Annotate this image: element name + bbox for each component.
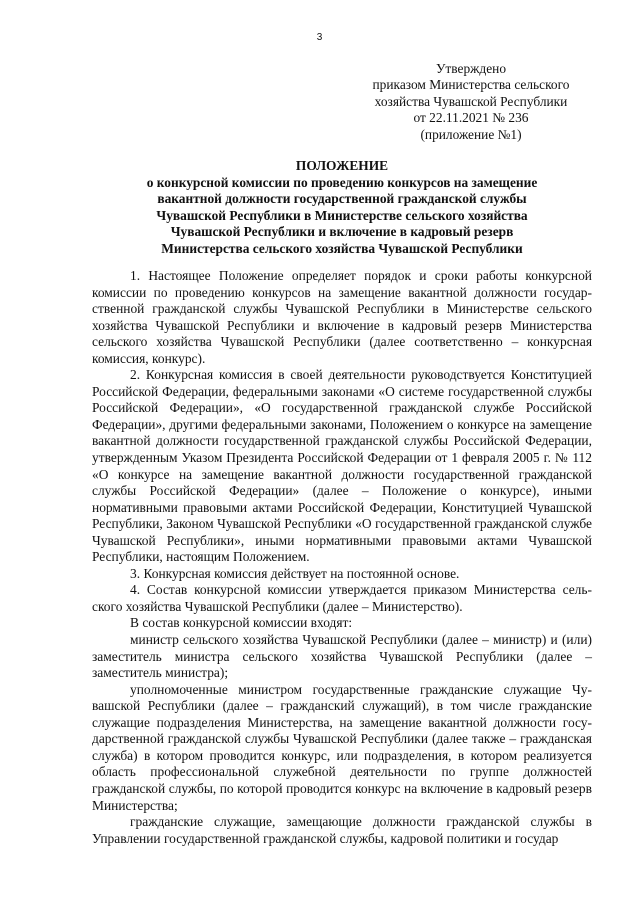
paragraph-3: 3. Конкурсная комиссия действует на постоянной основе. bbox=[130, 565, 460, 581]
paragraph-commission-members-intro: В состав конкурсной комиссии входят: bbox=[130, 615, 353, 631]
paragraph-hr-servants: гражданские служащие, замещающие должности гражданской службы в Управлении государственной гражданской службы, кадровой политики и государ bbox=[92, 814, 592, 846]
document-title bbox=[92, 158, 592, 257]
approval-line: хозяйства Чувашской Республики bbox=[374, 93, 568, 109]
approval-line: приказом Министерства сельского bbox=[372, 77, 570, 93]
approval-line: от 22.11.2021 № 236 bbox=[413, 110, 529, 126]
paragraph-authorized-servants: уполномоченные министром государственные гражданские служащие Чувашской Республики (далее – гражданский служащий), в том числе гражданские служащие подразделения Министерства, на замещение вакантной должности государственной гражданской службы Чувашской Республики (далее также – гражданская служба) в котором проводится конкурс, или подразделения, в котором реализуется область профессиональной служебной деятельности по группе должностей гражданской службы, по которой проводится конкурс на включение в кадровый резерв Министерства; bbox=[92, 681, 592, 813]
paragraph-minister: министр сельского хозяйства Чувашской Республики (далее – министр) и (или) заместитель министра сельского хозяйства Чувашской Республики (далее – заместитель министра); bbox=[92, 632, 592, 681]
approval-line: Утверждено bbox=[435, 61, 507, 76]
title-subtitle-line: о конкурсной комиссии по проведению конкурсов на замещение bbox=[146, 174, 538, 190]
paragraph-2: 2. Конкурсная комиссия в своей деятельности руководствуется Конституцией Российской Федерации, федеральными законами «О системе государственной службы Российской Федерации», «О государственной гражданской службе Российской Федерации», другими федеральными законами, Положением о конкурсе на замещение вакантной должности государственной гражданской службы Российской Федерации, утвержденным Указом Президента Российской Федерации от 1 февраля 2005 г. № 112 «О конкурсе на замещение вакантной должности государственной гражданской службы Российской Федерации» (далее – Положение о конкурсе), иными нормативными правовыми актами Российской Федерации, Конституцией Чувашской Республики, Законом Чувашской Республики «О государственной гражданской службе Чувашской Республики», иными нормативными правовыми актами Чувашской Республики, настоящим Положением. bbox=[92, 367, 592, 565]
title-subtitle-line: вакантной должности государственной гражданской службы bbox=[157, 191, 527, 206]
title-subtitle-line: Министерства сельского хозяйства Чувашской Республики bbox=[161, 240, 523, 256]
body-text bbox=[92, 268, 592, 847]
page-number: 3 bbox=[316, 32, 323, 43]
approval-line: (приложение №1) bbox=[420, 126, 522, 142]
approval-stamp bbox=[360, 61, 582, 143]
title-subtitle-line: Чувашской Республики в Министерстве сельского хозяйства bbox=[156, 207, 528, 223]
title-heading: ПОЛОЖЕНИЕ bbox=[295, 158, 389, 173]
title-subtitle-line: Чувашской Республики и включение в кадровый резерв bbox=[170, 224, 514, 239]
paragraph-4: 4. Состав конкурсной комиссии утверждается приказом Министерства сельского хозяйства Чувашской Республики (далее – Министерство). bbox=[92, 582, 592, 614]
paragraph-1: 1. Настоящее Положение определяет порядок и сроки работы конкурсной комиссии по проведению конкурсов на замещение вакантной должности государственной гражданской службы Чувашской Республики в Министерстве сельского хозяйства Чувашской Республики и включение в кадровый резерв Министерства сельского хозяйства Чувашской Республики (далее соответственно – конкурсная комиссия, конкурс). bbox=[92, 268, 592, 366]
